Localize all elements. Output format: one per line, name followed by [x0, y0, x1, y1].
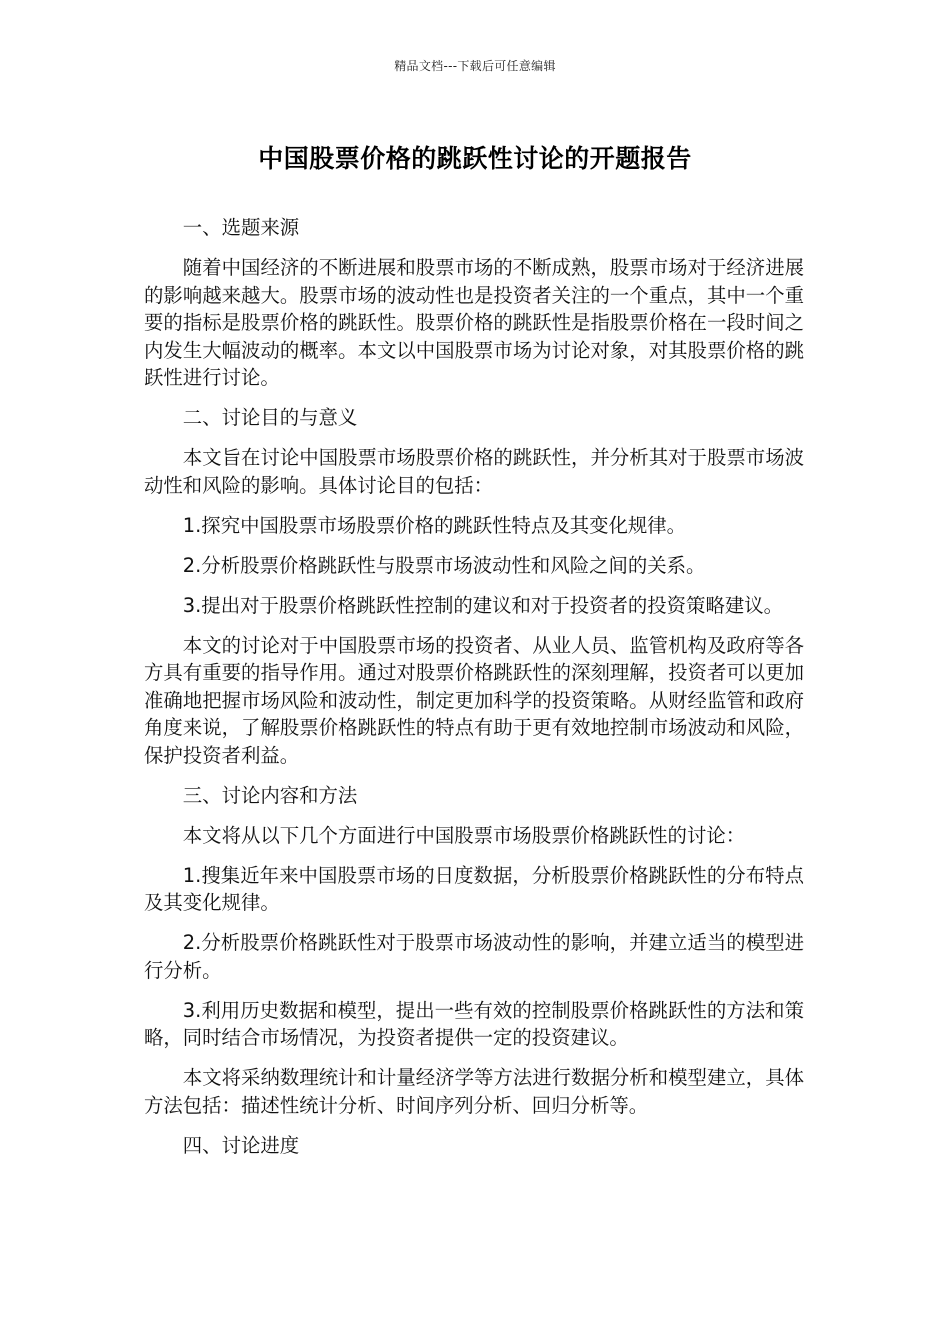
section-heading-content-method: 三、讨论内容和方法 [182, 783, 358, 807]
paragraph-significance: 本文的讨论对于中国股票市场的投资者、从业人员、监管机构及政府等各方具有重要的指导作用。通过对股票价格跳跃性的深刻理解，投资者可以更加准确地把握市场风险和波动性，制定更加科学的投资策略。从财经监管和政府角度来说，了解股票价格跳跃性的特点有助于更有效地控制市场波动和风险，保护投资者利益。 [144, 633, 804, 767]
section-heading-purpose: 二、讨论目的与意义 [182, 406, 358, 429]
document-title: 中国股票价格的跳跃性讨论的开题报告 [258, 144, 692, 173]
header-note: 精品文档---下载后可任意编辑 [394, 59, 556, 73]
list-item-content-1: 1.搜集近年来中国股票市场的日度数据，分析股票价格跳跃性的分布特点及其变化规律。 [144, 863, 804, 914]
list-item-purpose-2: 2.分析股票价格跳跃性与股票市场波动性和风险之间的关系。 [182, 553, 706, 577]
document-body [144, 214, 804, 1172]
list-item-purpose-3: 3.提出对于股票价格跳跃性控制的建议和对于投资者的投资策略建议。 [182, 593, 784, 617]
paragraph-purpose-intro: 本文旨在讨论中国股票市场股票价格的跳跃性，并分析其对于股票市场波动性和风险的影响。具体讨论目的包括： [144, 446, 804, 497]
paragraph-content-intro: 本文将从以下几个方面进行中国股票市场股票价格跳跃性的讨论： [182, 823, 746, 847]
list-item-purpose-1: 1.探究中国股票市场股票价格的跳跃性特点及其变化规律。 [182, 513, 687, 537]
paragraph-source-text: 随着中国经济的不断进展和股票市场的不断成熟，股票市场对于经济进展的影响越来越大。股票市场的波动性也是投资者关注的一个重点，其中一个重要的指标是股票价格的跳跃性。股票价格的跳跃性是指股票价格在一段时间之内发生大幅波动的概率。本文以中国股票市场为讨论对象，对其股票价格的跳跃性进行讨论。 [144, 256, 804, 389]
list-item-content-2: 2.分析股票价格跳跃性对于股票市场波动性的影响，并建立适当的模型进行分析。 [144, 931, 804, 982]
paragraph-method: 本文将采纳数理统计和计量经济学等方法进行数据分析和模型建立，具体方法包括：描述性统计分析、时间序列分析、回归分析等。 [144, 1066, 804, 1117]
section-heading-progress: 四、讨论进度 [182, 1133, 300, 1157]
list-item-content-3: 3.利用历史数据和模型，提出一些有效的控制股票价格跳跃性的方法和策略，同时结合市场情况，为投资者提供一定的投资建议。 [144, 998, 804, 1049]
section-heading-source: 一、选题来源 [182, 216, 300, 239]
